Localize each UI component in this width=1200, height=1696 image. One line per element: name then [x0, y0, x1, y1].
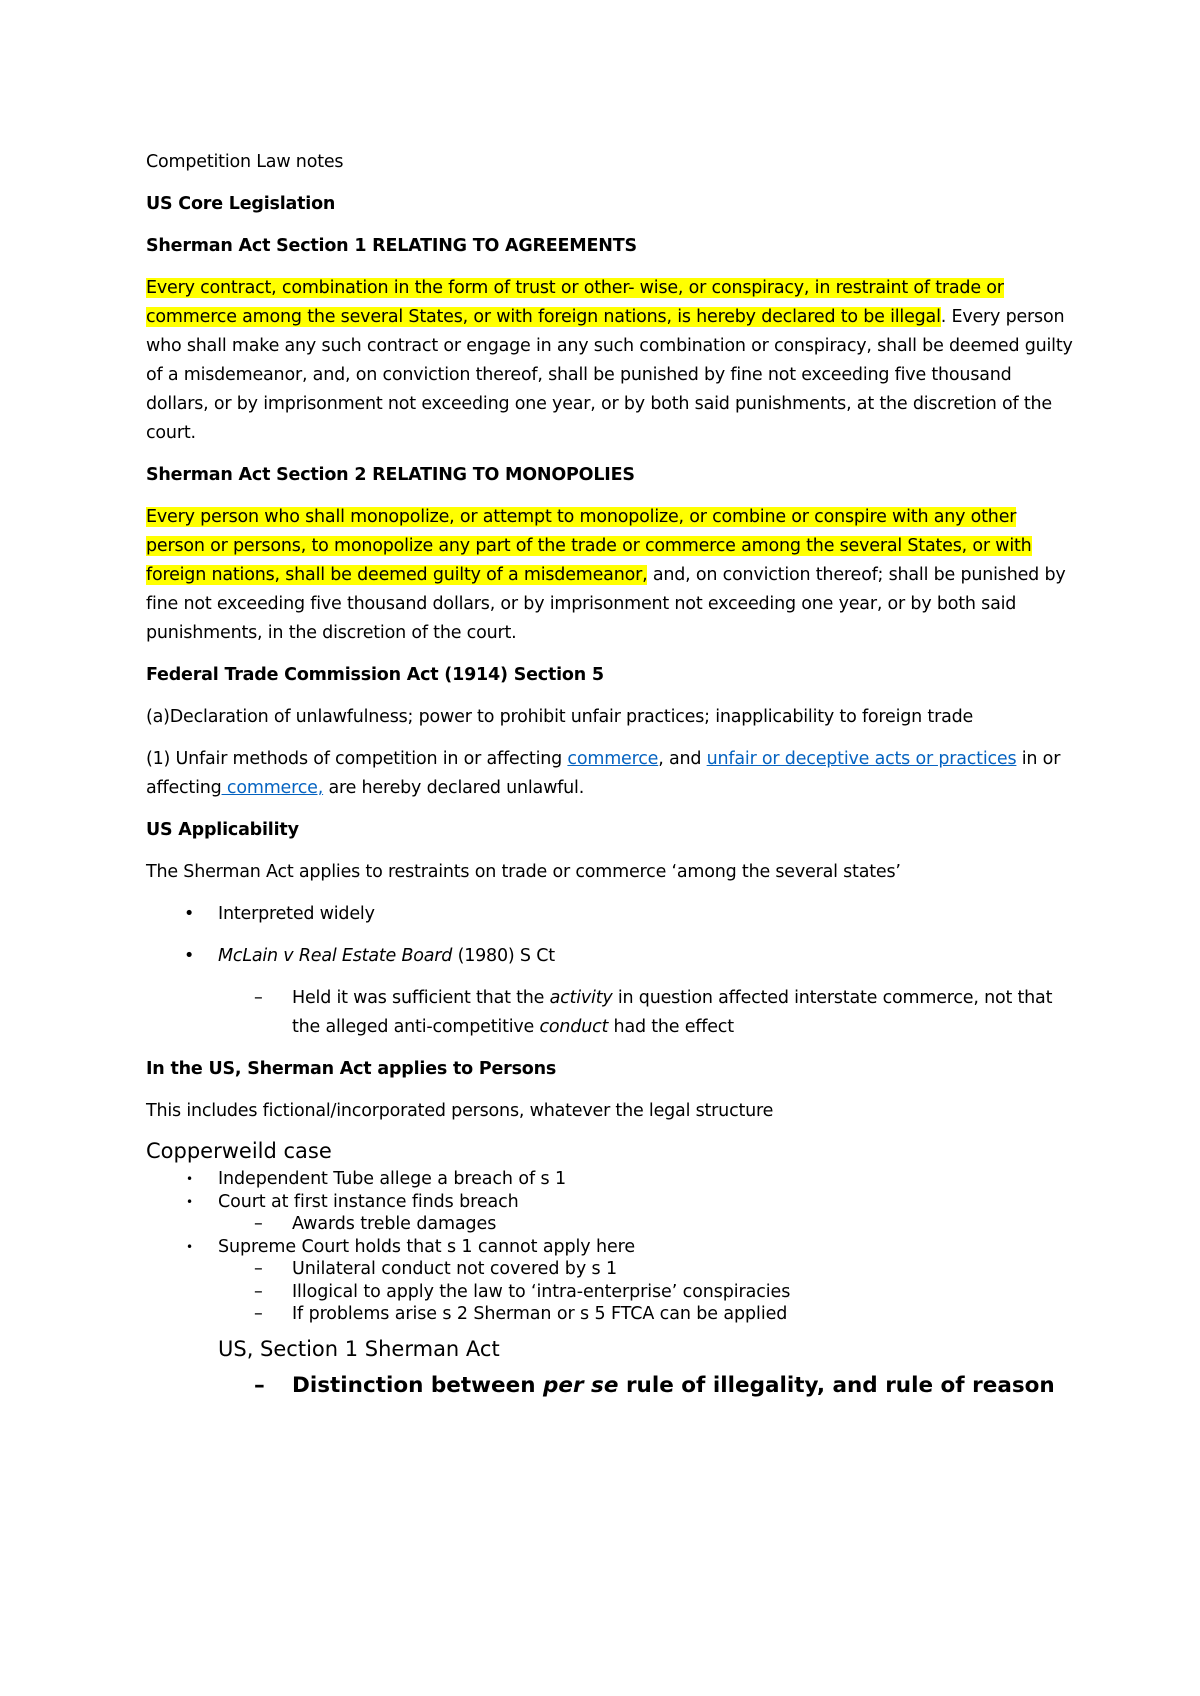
paragraph-ftc-a: (a)Declaration of unlawfulness; power to prohibit unfair practices; inapplicability to foreign trade — [146, 707, 974, 727]
dash-icon: – — [254, 1304, 263, 1324]
list-item-text: Awards treble damages — [292, 1214, 497, 1234]
body-text: Held it was sufficient that the — [292, 988, 550, 1008]
bullet-icon: • — [186, 1239, 193, 1254]
list-item — [146, 1168, 1076, 1191]
list-item-text: Court at first instance finds breach — [218, 1191, 519, 1212]
list-item — [146, 1191, 1076, 1214]
heading-sherman-persons: In the US, Sherman Act applies to Persons — [146, 1059, 557, 1079]
dash-icon: – — [254, 1372, 265, 1398]
list-item-text: Unilateral conduct not covered by s 1 — [292, 1259, 618, 1279]
heading-us-core-legislation: US Core Legislation — [146, 194, 336, 214]
emphasis-text: per se — [543, 1372, 619, 1398]
case-name: McLain v Real Estate Board — [218, 946, 453, 966]
heading-sherman-section-2: Sherman Act Section 2 RELATING TO MONOPOLIES — [146, 465, 635, 485]
body-text: . Every person who shall make any such contract or engage in any such combination or conspiracy, shall be deemed guilty of a misdemeanor, and, on conviction thereof, shall be punished by fine not exceeding five thousand dollars, or by imprisonment not exceeding one year, or by both said punishments, at the discretion of the court. — [146, 307, 1073, 443]
list-item-text: (1980) S Ct — [452, 946, 555, 966]
sub-list-item — [146, 1258, 1076, 1281]
heading-copperweild-case: Copperweild case — [146, 1139, 332, 1163]
body-text: , and — [658, 749, 707, 769]
list-item — [146, 900, 1076, 929]
bullet-icon: • — [186, 1194, 193, 1209]
document-body — [146, 148, 1076, 1398]
dash-icon: – — [254, 1214, 263, 1234]
list-item-text: Supreme Court holds that s 1 cannot apply here — [218, 1236, 636, 1257]
sub-list-item — [146, 1303, 1076, 1326]
heading-us-section-1-sherman: US, Section 1 Sherman Act — [218, 1336, 500, 1361]
body-text: (1) Unfair methods of competition in or affecting — [146, 749, 568, 769]
emphasis-text: conduct — [539, 1017, 609, 1037]
list-item — [146, 942, 1076, 971]
body-text: had the effect — [608, 1017, 734, 1037]
link-commerce[interactable]: commerce — [567, 749, 659, 769]
list-item-text: Independent Tube allege a breach of s 1 — [218, 1169, 567, 1189]
link-commerce-2[interactable]: commerce, — [221, 778, 324, 798]
body-text: are hereby declared unlawful. — [323, 778, 585, 798]
list-item-text: Illogical to apply the law to ‘intra-enterprise’ conspiracies — [292, 1281, 791, 1302]
sub-list-item — [146, 984, 1076, 1042]
doc-title: Competition Law notes — [146, 152, 344, 172]
dash-icon: – — [254, 988, 263, 1008]
body-text: in question affected interstate commerce, not that the alleged anti-competitive — [292, 988, 1053, 1037]
highlighted-text: Every contract, combination in the form of trust or other- wise, or conspiracy, in restraint of trade or commerce among the several States, or with foreign nations, is hereby declared to be illegal — [146, 278, 1004, 327]
sub-list-item — [146, 1213, 1076, 1236]
heading-ftc-act: Federal Trade Commission Act (1914) Section 5 — [146, 665, 604, 685]
bullet-icon: • — [186, 1172, 193, 1186]
paragraph-applicability: The Sherman Act applies to restraints on trade or commerce ‘among the several states’ — [146, 862, 901, 882]
link-unfair-deceptive-acts[interactable]: unfair or deceptive acts or practices — [706, 749, 1017, 769]
heading-us-applicability: US Applicability — [146, 820, 299, 840]
sub-list-item — [146, 1281, 1076, 1304]
emphasis-text: activity — [549, 988, 613, 1008]
list-item — [146, 1236, 1076, 1259]
bullet-icon: • — [184, 904, 195, 924]
body-text: and, on conviction thereof; shall be punished by fine not exceeding five thousand dollars, or by imprisonment not exceeding one year, or by both said punishments, in the discretion of the court. — [146, 565, 1066, 643]
paragraph-ftc-1 — [146, 745, 1076, 803]
body-text: Distinction between — [292, 1372, 543, 1398]
body-text: rule of illegality, and rule of reason — [618, 1372, 1055, 1398]
sub-list-item — [146, 1374, 1076, 1398]
bullet-icon: • — [184, 946, 195, 966]
list-item-text: Interpreted widely — [218, 904, 375, 924]
paragraph-persons: This includes fictional/incorporated persons, whatever the legal structure — [146, 1101, 774, 1121]
body-text: in or affecting — [146, 749, 1061, 798]
paragraph-sherman-section-1 — [146, 274, 1076, 448]
copperweild-list — [146, 1168, 1076, 1326]
highlighted-text: Every person who shall monopolize, or attempt to monopolize, or combine or conspire with any other person or persons, to monopolize any part of the trade or commerce among the several States, or with foreign nations, shall be deemed guilty of a misdemeanor, — [146, 507, 1032, 585]
dash-icon: – — [254, 1259, 263, 1279]
paragraph-sherman-section-2 — [146, 503, 1076, 648]
heading-sherman-section-1: Sherman Act Section 1 RELATING TO AGREEMENTS — [146, 236, 637, 256]
dash-icon: – — [254, 1281, 263, 1302]
list-item-text: If problems arise s 2 Sherman or s 5 FTCA can be applied — [292, 1304, 788, 1324]
